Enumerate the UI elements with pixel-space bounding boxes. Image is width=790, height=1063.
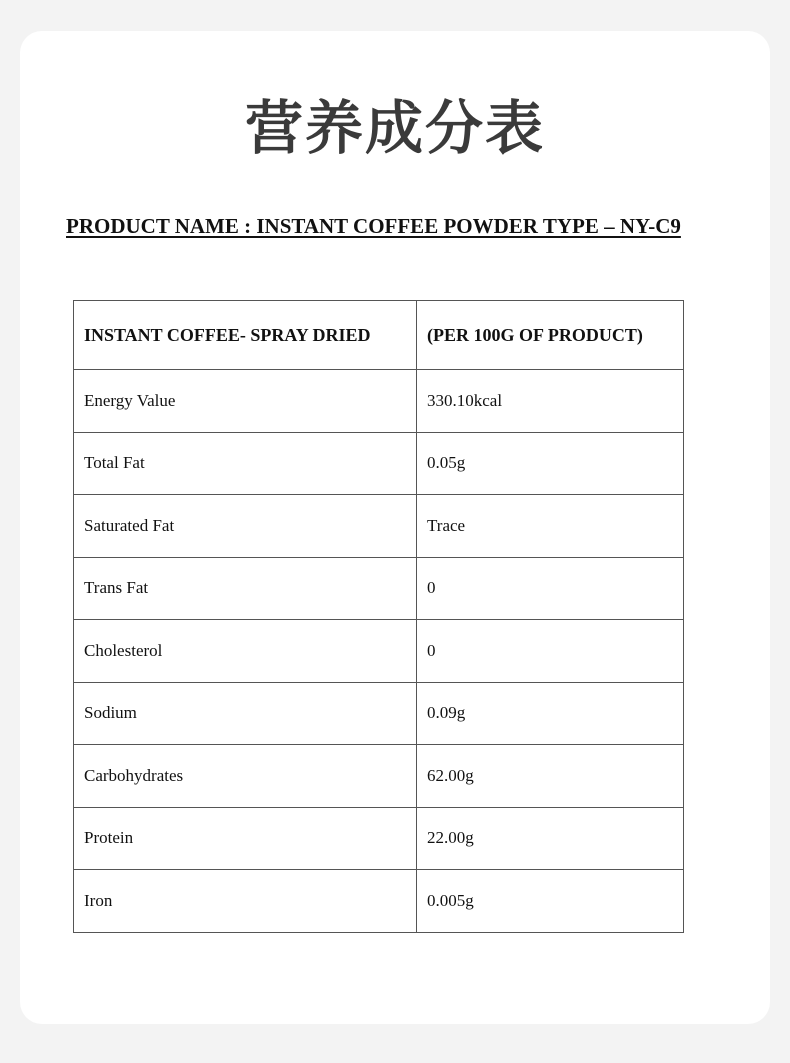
nutrient-value: 0.05g — [417, 432, 684, 495]
nutrient-value: 0 — [417, 557, 684, 620]
product-name-heading: PRODUCT NAME : INSTANT COFFEE POWDER TYPE – NY-C9 — [66, 214, 681, 238]
header-per-100g: (PER 100G OF PRODUCT) — [417, 301, 684, 370]
table-row — [74, 682, 684, 745]
nutrient-name: Energy Value — [74, 370, 417, 433]
nutrient-name: Cholesterol — [74, 620, 417, 683]
header-product-type: INSTANT COFFEE- SPRAY DRIED — [74, 301, 417, 370]
table-row — [74, 370, 684, 433]
nutrient-value: 330.10kcal — [417, 370, 684, 433]
table-row — [74, 870, 684, 933]
nutrient-value: 0 — [417, 620, 684, 683]
nutrient-name: Saturated Fat — [74, 495, 417, 558]
nutrient-name: Iron — [74, 870, 417, 933]
table-header-row — [74, 301, 684, 370]
nutrient-name: Carbohydrates — [74, 745, 417, 808]
table-row — [74, 620, 684, 683]
table-row — [74, 432, 684, 495]
nutrient-name: Protein — [74, 807, 417, 870]
nutrient-value: 0.005g — [417, 870, 684, 933]
table-row — [74, 807, 684, 870]
page-title: 营养成分表 — [244, 94, 545, 162]
table-row — [74, 745, 684, 808]
nutrient-value: Trace — [417, 495, 684, 558]
nutrient-name: Total Fat — [74, 432, 417, 495]
nutrient-name: Trans Fat — [74, 557, 417, 620]
nutrition-table — [73, 300, 684, 933]
nutrient-value: 0.09g — [417, 682, 684, 745]
nutrient-name: Sodium — [74, 682, 417, 745]
nutrient-value: 62.00g — [417, 745, 684, 808]
table-row — [74, 495, 684, 558]
table-row — [74, 557, 684, 620]
nutrient-value: 22.00g — [417, 807, 684, 870]
